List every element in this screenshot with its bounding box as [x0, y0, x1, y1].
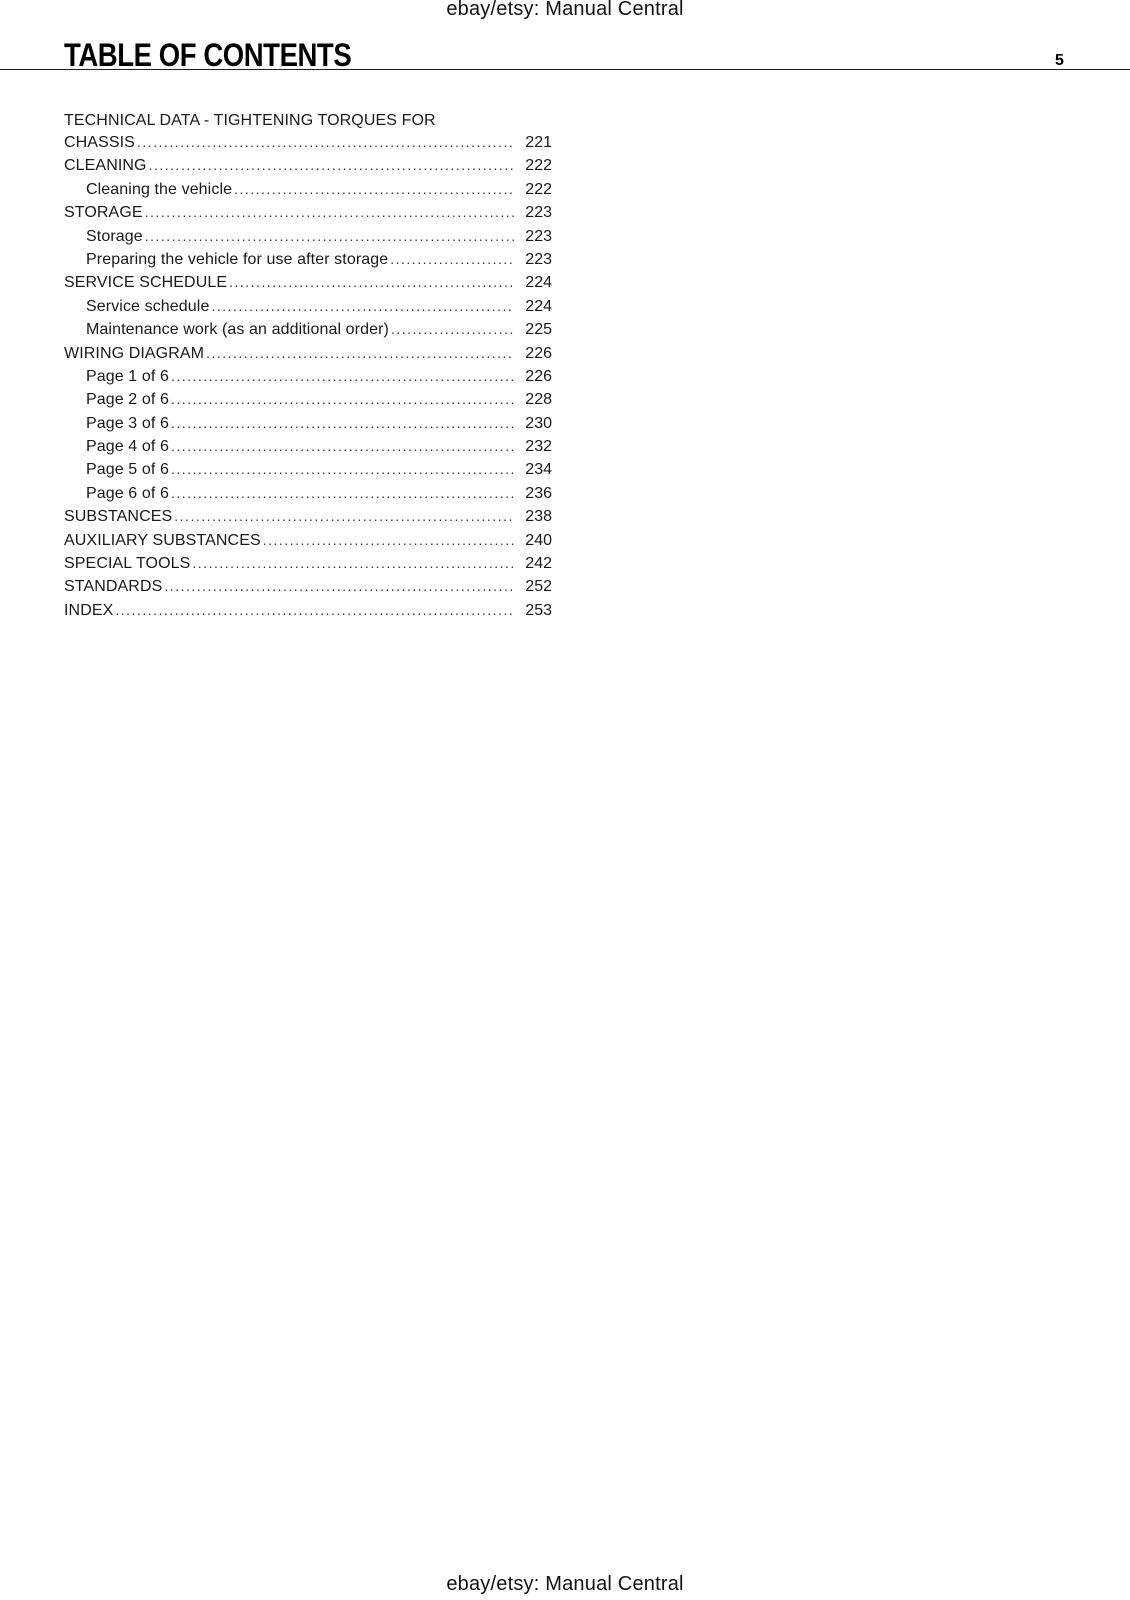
toc-entry-page-3-of-6[interactable] — [64, 412, 552, 435]
toc-entry-page: 252 — [525, 578, 552, 596]
toc-entry-label: AUXILIARY SUBSTANCES — [64, 531, 261, 549]
dot-leader — [391, 318, 514, 341]
dot-leader — [171, 482, 514, 505]
dot-leader — [206, 342, 514, 365]
dot-leader — [171, 458, 514, 481]
toc-entry-label: SERVICE SCHEDULE — [64, 274, 228, 292]
toc-entry-page-5-of-6[interactable] — [64, 458, 552, 481]
toc-entry-storage-sub[interactable] — [64, 225, 552, 248]
toc-entry-service-schedule-sub[interactable] — [64, 295, 552, 318]
toc-entry-page: 223 — [525, 250, 552, 268]
toc-entry-page: 238 — [525, 508, 552, 526]
dot-leader — [171, 435, 514, 458]
page-number: 5 — [1055, 52, 1064, 69]
toc-entry-page: 222 — [525, 157, 552, 175]
toc-entry-page: 236 — [525, 484, 552, 502]
toc-entry-label: Maintenance work (as an additional order) — [86, 321, 389, 339]
toc-entry-label: Page 2 of 6 — [86, 391, 169, 409]
header-divider — [0, 69, 1130, 70]
toc-entry-page: 253 — [525, 601, 552, 619]
toc-entry-label: Storage — [86, 227, 143, 245]
toc-entry-label: Cleaning the vehicle — [86, 180, 233, 198]
toc-entry-page: 242 — [525, 555, 552, 573]
dot-leader — [171, 388, 514, 411]
toc-entry-page: 222 — [525, 180, 552, 198]
toc-entry-page: 230 — [525, 414, 552, 432]
dot-leader — [211, 295, 514, 318]
dot-leader — [115, 599, 514, 622]
toc-entry-label: Service schedule — [86, 297, 210, 315]
dot-leader — [171, 365, 514, 388]
toc-entry-chassis[interactable] — [64, 131, 552, 154]
toc-entry-label: Page 4 of 6 — [86, 438, 169, 456]
toc-entry-wiring-diagram[interactable] — [64, 342, 552, 365]
dot-leader — [149, 154, 514, 177]
toc-entry-label: SPECIAL TOOLS — [64, 555, 191, 573]
table-of-contents — [64, 110, 552, 622]
toc-entry-page-1-of-6[interactable] — [64, 365, 552, 388]
dot-leader — [234, 178, 514, 201]
toc-entry-page: 225 — [525, 321, 552, 339]
dot-leader — [174, 505, 514, 528]
toc-entry-page: 223 — [525, 227, 552, 245]
toc-entry-maintenance-work[interactable] — [64, 318, 552, 341]
toc-entry-preparing-vehicle[interactable] — [64, 248, 552, 271]
toc-entry-page: 226 — [525, 344, 552, 362]
watermark-top: ebay/etsy: Manual Central — [446, 0, 684, 20]
toc-entry-page: 224 — [525, 274, 552, 292]
dot-leader — [263, 529, 514, 552]
toc-entry-page: 232 — [525, 438, 552, 456]
toc-entry-page: 228 — [525, 391, 552, 409]
toc-entry-cleaning[interactable] — [64, 154, 552, 177]
toc-entry-page-2-of-6[interactable] — [64, 388, 552, 411]
toc-entry-page-6-of-6[interactable] — [64, 482, 552, 505]
toc-entry-label: STORAGE — [64, 204, 143, 222]
page-header — [0, 0, 1130, 72]
dot-leader — [171, 412, 514, 435]
toc-entry-service-schedule[interactable] — [64, 271, 552, 294]
toc-entry-label: STANDARDS — [64, 578, 163, 596]
dot-leader — [192, 552, 514, 575]
toc-entry-label: Page 6 of 6 — [86, 484, 169, 502]
toc-entry-index[interactable] — [64, 599, 552, 622]
page-title: TABLE OF CONTENTS — [64, 37, 352, 73]
dot-leader — [164, 575, 514, 598]
toc-entry-label: INDEX — [64, 601, 114, 619]
dot-leader — [145, 225, 514, 248]
toc-entry-page: 226 — [525, 367, 552, 385]
toc-entry-page: 223 — [525, 204, 552, 222]
toc-entry-substances[interactable] — [64, 505, 552, 528]
toc-entry-page: 224 — [525, 297, 552, 315]
toc-entry-storage[interactable] — [64, 201, 552, 224]
toc-entry-standards[interactable] — [64, 575, 552, 598]
dot-leader — [137, 131, 514, 154]
toc-entry-label: Preparing the vehicle for use after storage — [86, 250, 389, 268]
toc-entry-label: Page 3 of 6 — [86, 414, 169, 432]
toc-entry-label: WIRING DIAGRAM — [64, 344, 205, 362]
dot-leader — [229, 271, 514, 294]
toc-entry-page: 234 — [525, 461, 552, 479]
toc-entry-page: 221 — [525, 134, 552, 151]
toc-entry-label: CLEANING — [64, 157, 147, 175]
toc-entry-page-4-of-6[interactable] — [64, 435, 552, 458]
toc-entry-auxiliary-substances[interactable] — [64, 529, 552, 552]
toc-entry-label: CHASSIS — [64, 134, 135, 151]
toc-entry-page: 240 — [525, 531, 552, 549]
toc-entry-label: Page 1 of 6 — [86, 367, 169, 385]
toc-entry-label: Page 5 of 6 — [86, 461, 169, 479]
watermark-bottom: ebay/etsy: Manual Central — [446, 1573, 684, 1595]
toc-entry-special-tools[interactable] — [64, 552, 552, 575]
toc-entry-cleaning-the-vehicle[interactable] — [64, 178, 552, 201]
toc-entry-label: SUBSTANCES — [64, 508, 173, 526]
toc-entry-wrapped-line[interactable]: TECHNICAL DATA - TIGHTENING TORQUES FOR — [64, 112, 436, 129]
dot-leader — [145, 201, 514, 224]
dot-leader — [390, 248, 514, 271]
